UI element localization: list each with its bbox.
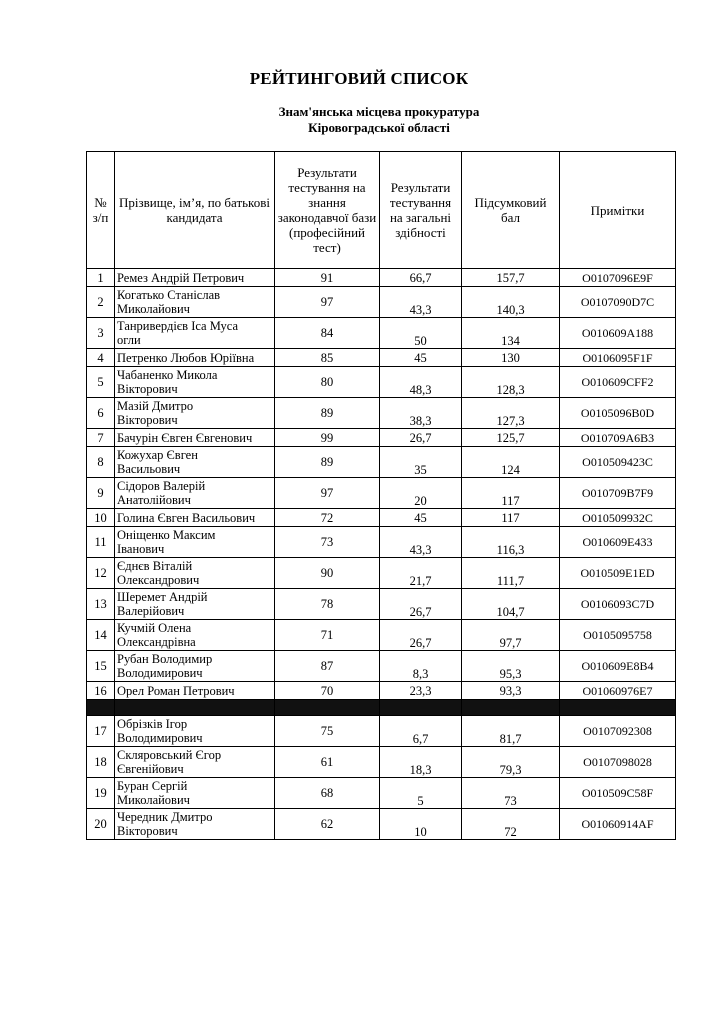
score-total: 117 <box>462 478 560 509</box>
score-general-test: 43,3 <box>380 527 462 558</box>
score-general-test: 48,3 <box>380 367 462 398</box>
candidate-name-line: Олександрович <box>117 573 200 587</box>
candidate-name-line: Анатолійович <box>117 493 191 507</box>
score-general-test: 38,3 <box>380 398 462 429</box>
score-total: 130 <box>462 349 560 367</box>
score-total: 140,3 <box>462 287 560 318</box>
table-row <box>87 716 676 747</box>
candidate-name <box>115 287 275 318</box>
score-total: 95,3 <box>462 651 560 682</box>
score-total: 116,3 <box>462 527 560 558</box>
score-general-test: 21,7 <box>380 558 462 589</box>
candidate-name-line: Бачурін Євген Євгенович <box>117 430 253 445</box>
row-number: 10 <box>87 509 115 527</box>
score-general-test: 66,7 <box>380 269 462 287</box>
score-law-test: 78 <box>275 589 380 620</box>
row-number: 16 <box>87 682 115 700</box>
row-number: 3 <box>87 318 115 349</box>
row-number: 11 <box>87 527 115 558</box>
candidate-name-line: Єднєв Віталій <box>117 559 193 573</box>
candidate-name-line: Сідоров Валерій <box>117 479 206 493</box>
table-row <box>87 447 676 478</box>
row-note: O0107098028 <box>560 747 676 778</box>
candidate-name-line: Євгенійович <box>117 762 184 776</box>
candidate-name <box>115 589 275 620</box>
score-law-test: 90 <box>275 558 380 589</box>
table-row <box>87 778 676 809</box>
candidate-name-line: Володимирович <box>117 666 203 680</box>
header-test-law: Результати тестування на знання законодавчої бази (професійний тест) <box>275 152 380 269</box>
row-number: 8 <box>87 447 115 478</box>
candidate-name <box>115 651 275 682</box>
candidate-name-line: Обрізків Ігор <box>117 717 188 731</box>
table-row <box>87 349 676 367</box>
row-number: 5 <box>87 367 115 398</box>
table-row <box>87 747 676 778</box>
candidate-name-line: Буран Сергій <box>117 779 188 793</box>
row-number: 15 <box>87 651 115 682</box>
score-total: 134 <box>462 318 560 349</box>
candidate-name <box>115 478 275 509</box>
document-title: РЕЙТИНГОВИЙ СПИСОК <box>249 69 469 88</box>
candidate-name-line: Чередник Дмитро <box>117 810 213 824</box>
candidate-name-line: Чабаненко Микола <box>117 368 218 382</box>
row-note: O010609E8B4 <box>560 651 676 682</box>
candidate-name-line: Кожухар Євген <box>117 448 198 462</box>
score-law-test: 71 <box>275 620 380 651</box>
score-general-test: 50 <box>380 318 462 349</box>
score-law-test: 87 <box>275 651 380 682</box>
table-body <box>87 269 676 840</box>
row-note: O0106095F1F <box>560 349 676 367</box>
divider-cell <box>560 700 676 716</box>
candidate-name-line: Олександрівна <box>117 635 196 649</box>
score-general-test: 45 <box>380 349 462 367</box>
organization-name: Знам'янська місцева прокуратура <box>278 104 480 119</box>
row-note: O010509932C <box>560 509 676 527</box>
row-note: O0107090D7C <box>560 287 676 318</box>
score-law-test: 91 <box>275 269 380 287</box>
score-general-test: 45 <box>380 509 462 527</box>
row-note: O010709B7F9 <box>560 478 676 509</box>
candidate-name <box>115 509 275 527</box>
score-law-test: 97 <box>275 287 380 318</box>
row-number: 6 <box>87 398 115 429</box>
candidate-name-line: Вікторович <box>117 413 178 427</box>
table-row <box>87 558 676 589</box>
candidate-name-line: Валерійович <box>117 604 185 618</box>
header-total: Підсумковий бал <box>462 152 560 269</box>
candidate-name-line: Рубан Володимир <box>117 652 213 666</box>
header-test-general: Результати тестування на загальні здібності <box>380 152 462 269</box>
candidate-name <box>115 269 275 287</box>
candidate-name-line: Петренко Любов Юріївна <box>117 350 255 365</box>
candidate-name-line: Володимирович <box>117 731 203 745</box>
rating-table <box>86 151 676 840</box>
table-row <box>87 398 676 429</box>
candidate-name-line: Мазій Дмитро <box>117 399 194 413</box>
row-number: 4 <box>87 349 115 367</box>
row-note: O01060976E7 <box>560 682 676 700</box>
score-law-test: 62 <box>275 809 380 840</box>
row-note: O0107092308 <box>560 716 676 747</box>
candidate-name <box>115 620 275 651</box>
table-row <box>87 620 676 651</box>
score-general-test: 6,7 <box>380 716 462 747</box>
candidate-name <box>115 527 275 558</box>
score-law-test: 75 <box>275 716 380 747</box>
table-row <box>87 527 676 558</box>
table-row <box>87 651 676 682</box>
candidate-name <box>115 558 275 589</box>
candidate-name-line: Скляровський Єгор <box>117 748 222 762</box>
row-note: O010509E1ED <box>560 558 676 589</box>
table-row <box>87 287 676 318</box>
score-total: 124 <box>462 447 560 478</box>
candidate-name-line: Орел Роман Петрович <box>117 683 235 698</box>
table-row <box>87 367 676 398</box>
score-total: 128,3 <box>462 367 560 398</box>
header-num: № з/п <box>87 152 115 269</box>
candidate-name <box>115 778 275 809</box>
score-law-test: 97 <box>275 478 380 509</box>
row-note: O010609E433 <box>560 527 676 558</box>
row-note: O0106093C7D <box>560 589 676 620</box>
row-number: 2 <box>87 287 115 318</box>
divider-cell <box>275 700 380 716</box>
score-general-test: 23,3 <box>380 682 462 700</box>
score-total: 104,7 <box>462 589 560 620</box>
score-law-test: 61 <box>275 747 380 778</box>
divider-cell <box>87 700 115 716</box>
score-general-test: 5 <box>380 778 462 809</box>
candidate-name-line: Іванович <box>117 542 165 556</box>
table-row <box>87 269 676 287</box>
row-number: 14 <box>87 620 115 651</box>
candidate-name <box>115 716 275 747</box>
candidate-name <box>115 809 275 840</box>
score-law-test: 80 <box>275 367 380 398</box>
score-law-test: 85 <box>275 349 380 367</box>
score-law-test: 70 <box>275 682 380 700</box>
divider-cell <box>462 700 560 716</box>
score-total: 157,7 <box>462 269 560 287</box>
candidate-name-line: Шеремет Андрій <box>117 590 208 604</box>
header-notes: Примітки <box>560 152 676 269</box>
row-number: 18 <box>87 747 115 778</box>
candidate-name-line: Когатько Станіслав <box>117 288 221 302</box>
candidate-name-line: Ремез Андрій Петрович <box>117 270 245 285</box>
score-general-test: 43,3 <box>380 287 462 318</box>
score-general-test: 35 <box>380 447 462 478</box>
row-note: O01060914AF <box>560 809 676 840</box>
candidate-name <box>115 429 275 447</box>
score-general-test: 20 <box>380 478 462 509</box>
divider-cell <box>115 700 275 716</box>
candidate-name <box>115 747 275 778</box>
score-law-test: 72 <box>275 509 380 527</box>
row-note: O010509423C <box>560 447 676 478</box>
score-total: 81,7 <box>462 716 560 747</box>
score-general-test: 26,7 <box>380 589 462 620</box>
score-law-test: 84 <box>275 318 380 349</box>
table-row <box>87 429 676 447</box>
candidate-name-line: Вікторович <box>117 382 178 396</box>
row-note: O010609CFF2 <box>560 367 676 398</box>
row-number: 17 <box>87 716 115 747</box>
table-row <box>87 318 676 349</box>
candidate-name-line: Танривердієв Іса Муса <box>117 319 239 333</box>
organization-region: Кіровоградської області <box>308 120 450 135</box>
score-law-test: 99 <box>275 429 380 447</box>
candidate-name <box>115 447 275 478</box>
candidate-name-line: Миколайович <box>117 793 190 807</box>
row-note: O010509C58F <box>560 778 676 809</box>
score-general-test: 8,3 <box>380 651 462 682</box>
score-general-test: 10 <box>380 809 462 840</box>
candidate-name <box>115 398 275 429</box>
score-total: 73 <box>462 778 560 809</box>
score-total: 72 <box>462 809 560 840</box>
score-general-test: 26,7 <box>380 429 462 447</box>
score-general-test: 26,7 <box>380 620 462 651</box>
score-total: 93,3 <box>462 682 560 700</box>
table-header-row <box>87 152 676 269</box>
row-note: O010609A188 <box>560 318 676 349</box>
score-law-test: 73 <box>275 527 380 558</box>
candidate-name-line: Вікторович <box>117 824 178 838</box>
score-law-test: 68 <box>275 778 380 809</box>
table-row <box>87 478 676 509</box>
candidate-name <box>115 349 275 367</box>
candidate-name <box>115 682 275 700</box>
row-number: 7 <box>87 429 115 447</box>
table-row <box>87 509 676 527</box>
row-number: 9 <box>87 478 115 509</box>
table-row <box>87 809 676 840</box>
row-number: 20 <box>87 809 115 840</box>
table-row <box>87 682 676 700</box>
row-note: O0107096E9F <box>560 269 676 287</box>
divider-cell <box>380 700 462 716</box>
candidate-name-line: Оніщенко Максим <box>117 528 216 542</box>
row-number: 19 <box>87 778 115 809</box>
score-law-test: 89 <box>275 398 380 429</box>
row-number: 1 <box>87 269 115 287</box>
header-name: Прізвище, ім’я, по батькові кандидата <box>115 152 275 269</box>
score-law-test: 89 <box>275 447 380 478</box>
row-number: 13 <box>87 589 115 620</box>
table-row <box>87 589 676 620</box>
row-number: 12 <box>87 558 115 589</box>
candidate-name-line: Голина Євген Васильович <box>117 510 256 525</box>
row-note: O010709A6B3 <box>560 429 676 447</box>
score-total: 127,3 <box>462 398 560 429</box>
candidate-name-line: огли <box>117 333 141 347</box>
row-note: O0105095758 <box>560 620 676 651</box>
cutoff-divider-row <box>87 700 676 716</box>
row-note: O0105096B0D <box>560 398 676 429</box>
score-general-test: 18,3 <box>380 747 462 778</box>
score-total: 117 <box>462 509 560 527</box>
score-total: 79,3 <box>462 747 560 778</box>
score-total: 111,7 <box>462 558 560 589</box>
candidate-name <box>115 318 275 349</box>
candidate-name-line: Миколайович <box>117 302 190 316</box>
score-total: 125,7 <box>462 429 560 447</box>
score-total: 97,7 <box>462 620 560 651</box>
candidate-name <box>115 367 275 398</box>
candidate-name-line: Васильович <box>117 462 181 476</box>
candidate-name-line: Кучмій Олена <box>117 621 192 635</box>
